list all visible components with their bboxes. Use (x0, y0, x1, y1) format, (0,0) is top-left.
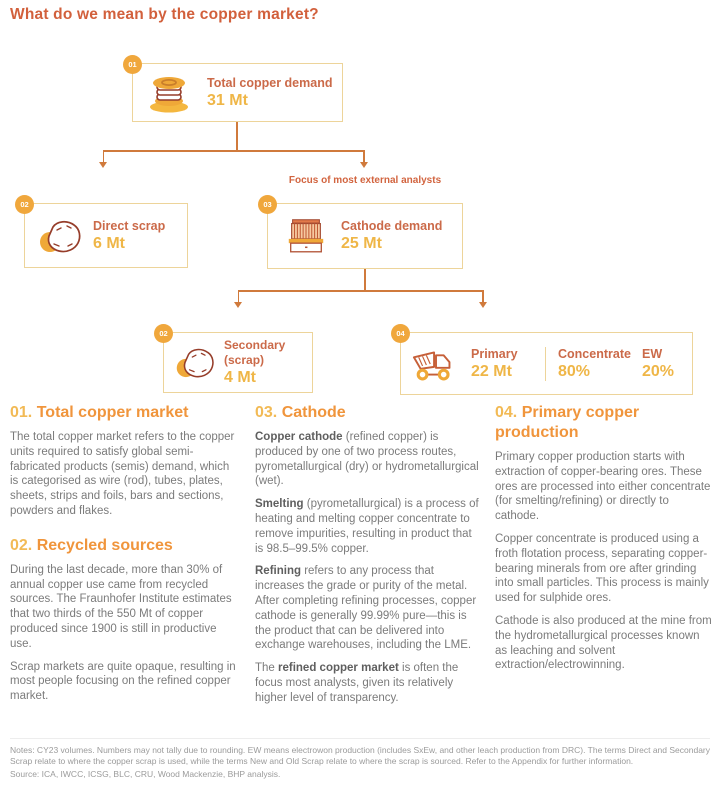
connector-line (364, 269, 366, 291)
node-badge: 03 (258, 195, 277, 214)
node-direct-scrap (20, 200, 188, 268)
divider (545, 347, 546, 381)
node-badge: 02 (15, 195, 34, 214)
section-paragraph: Scrap markets are quite opaque, resulting in most people focusing on the refined copper market. (10, 660, 236, 703)
section-paragraph: Primary copper production starts with extraction of copper-bearing ores. These ores are processed into either concentrate (for smelting/refining) or directly to cathode. (495, 451, 711, 523)
node-total-copper-demand (128, 60, 343, 122)
connector-line (238, 290, 483, 292)
footer-notes: Notes: CY23 volumes. Numbers may not tally due to rounding. EW means electrowon production (includes SxEw, and other leach production from DRC). The terms Direct and Secondary Scrap relate to where the copper scrap is used, while the terms New and Old Scrap relate to where the scrap is sourced. Refer to the Appendix for further information. (10, 745, 711, 766)
section-number: 02. (10, 536, 33, 554)
focus-annotation: Focus of most external analysts (288, 175, 442, 186)
node-value: 25 Mt (341, 235, 382, 252)
section-paragraph: Copper cathode (refined copper) is produced by one of two process routes, pyrometallurgical (dry) or hydrometallurgical (wet). (255, 431, 479, 488)
node-label: Primary (471, 346, 518, 361)
section-paragraph: The total copper market refers to the copper units required to satisfy global semi-fabricated products (semis) demand, which is categorised as wire (rod), tubes, plates, sheets, strips and foils, bars and sections, powders and flakes. (10, 431, 235, 517)
section-title: Total copper market (36, 404, 189, 421)
scrap-rock-icon (37, 217, 83, 255)
connector-line (482, 290, 484, 302)
node-value: 4 Mt (224, 369, 256, 386)
node-cathode-demand (263, 200, 463, 269)
split-value: 20% (642, 362, 675, 380)
section-heading-primary-copper-production (495, 403, 713, 443)
connector-line (103, 150, 105, 162)
section-paragraph: The refined copper market is often the focus most analysts, given its relatively higher level of transparency. (255, 662, 459, 704)
section-heading-cathode (255, 403, 483, 423)
column-3 (495, 403, 713, 681)
section-number: 03. (255, 404, 278, 421)
section-number: 04. (495, 404, 518, 421)
arrow-down-icon (234, 302, 242, 308)
section-paragraph: Cathode is also produced at the mine from the hydrometallurgical processes known as leaching and solvent extraction/electrowinning. (495, 614, 712, 672)
node-badge: 02 (154, 324, 173, 343)
wire-spool-icon (144, 73, 194, 113)
node-label: Secondary (scrap) (224, 338, 286, 367)
arrow-down-icon (479, 302, 487, 308)
connector-line (236, 122, 238, 151)
section-heading-recycled-sources (10, 536, 238, 556)
page-title: What do we mean by the copper market? (10, 6, 319, 23)
node-label: Direct scrap (93, 218, 166, 233)
node-label: Cathode demand (341, 219, 443, 233)
section-number: 01. (10, 404, 33, 421)
footer (10, 738, 710, 780)
section-paragraph: Copper concentrate is produced using a froth flotation process, separating copper-bearing minerals from ore after grinding into small particles. This process is mainly used for sulphide ores. (495, 532, 709, 605)
arrow-down-icon (360, 162, 368, 168)
section-title: Cathode (281, 404, 346, 421)
split-label: EW (642, 346, 663, 361)
section-title: Recycled sources (36, 536, 173, 554)
section-title: Primary copper production (495, 404, 640, 441)
node-badge: 04 (391, 324, 410, 343)
node-value: 6 Mt (93, 234, 125, 252)
split-label: Concentrate (558, 346, 631, 361)
arrow-down-icon (99, 162, 107, 168)
column-1 (10, 403, 238, 712)
connector-line (238, 290, 240, 302)
section-paragraph: Smelting (pyrometallurgical) is a process of heating and melting copper concentrate to remove impurities, resulting in product that is 98.5–99.5% copper. (255, 498, 479, 555)
node-secondary-scrap (159, 329, 313, 393)
node-value: 31 Mt (207, 91, 248, 109)
section-heading-total-copper-market (10, 403, 238, 423)
section-paragraph: Refining refers to any process that increases the grade or purity of the metal. After completing refining processes, copper cathode is generally 99.99% pure—this is the product that can be delivered into exchange warehouses, including the LME. (255, 565, 477, 652)
connector-line (103, 150, 364, 152)
footer-source: Source: ICA, IWCC, ICSG, BLC, CRU, Wood Mackenzie, BHP analysis. (10, 769, 281, 779)
section-paragraph: During the last decade, more than 30% of annual copper use came from recycled sources. The Fraunhofer Institute estimates that two thirds of the 550 Mt of copper produced since 1900 is still in productive use. (10, 563, 232, 650)
connector-line (363, 150, 365, 162)
column-2 (255, 403, 483, 714)
node-label: Total copper demand (207, 75, 333, 90)
scrap-rock-icon (174, 345, 216, 380)
node-value: 22 Mt (471, 362, 512, 380)
split-value: 80% (558, 362, 591, 380)
dump-truck-icon (411, 345, 461, 383)
node-primary-production (396, 329, 693, 395)
cathode-stack-icon (284, 215, 328, 257)
node-badge: 01 (123, 55, 142, 74)
